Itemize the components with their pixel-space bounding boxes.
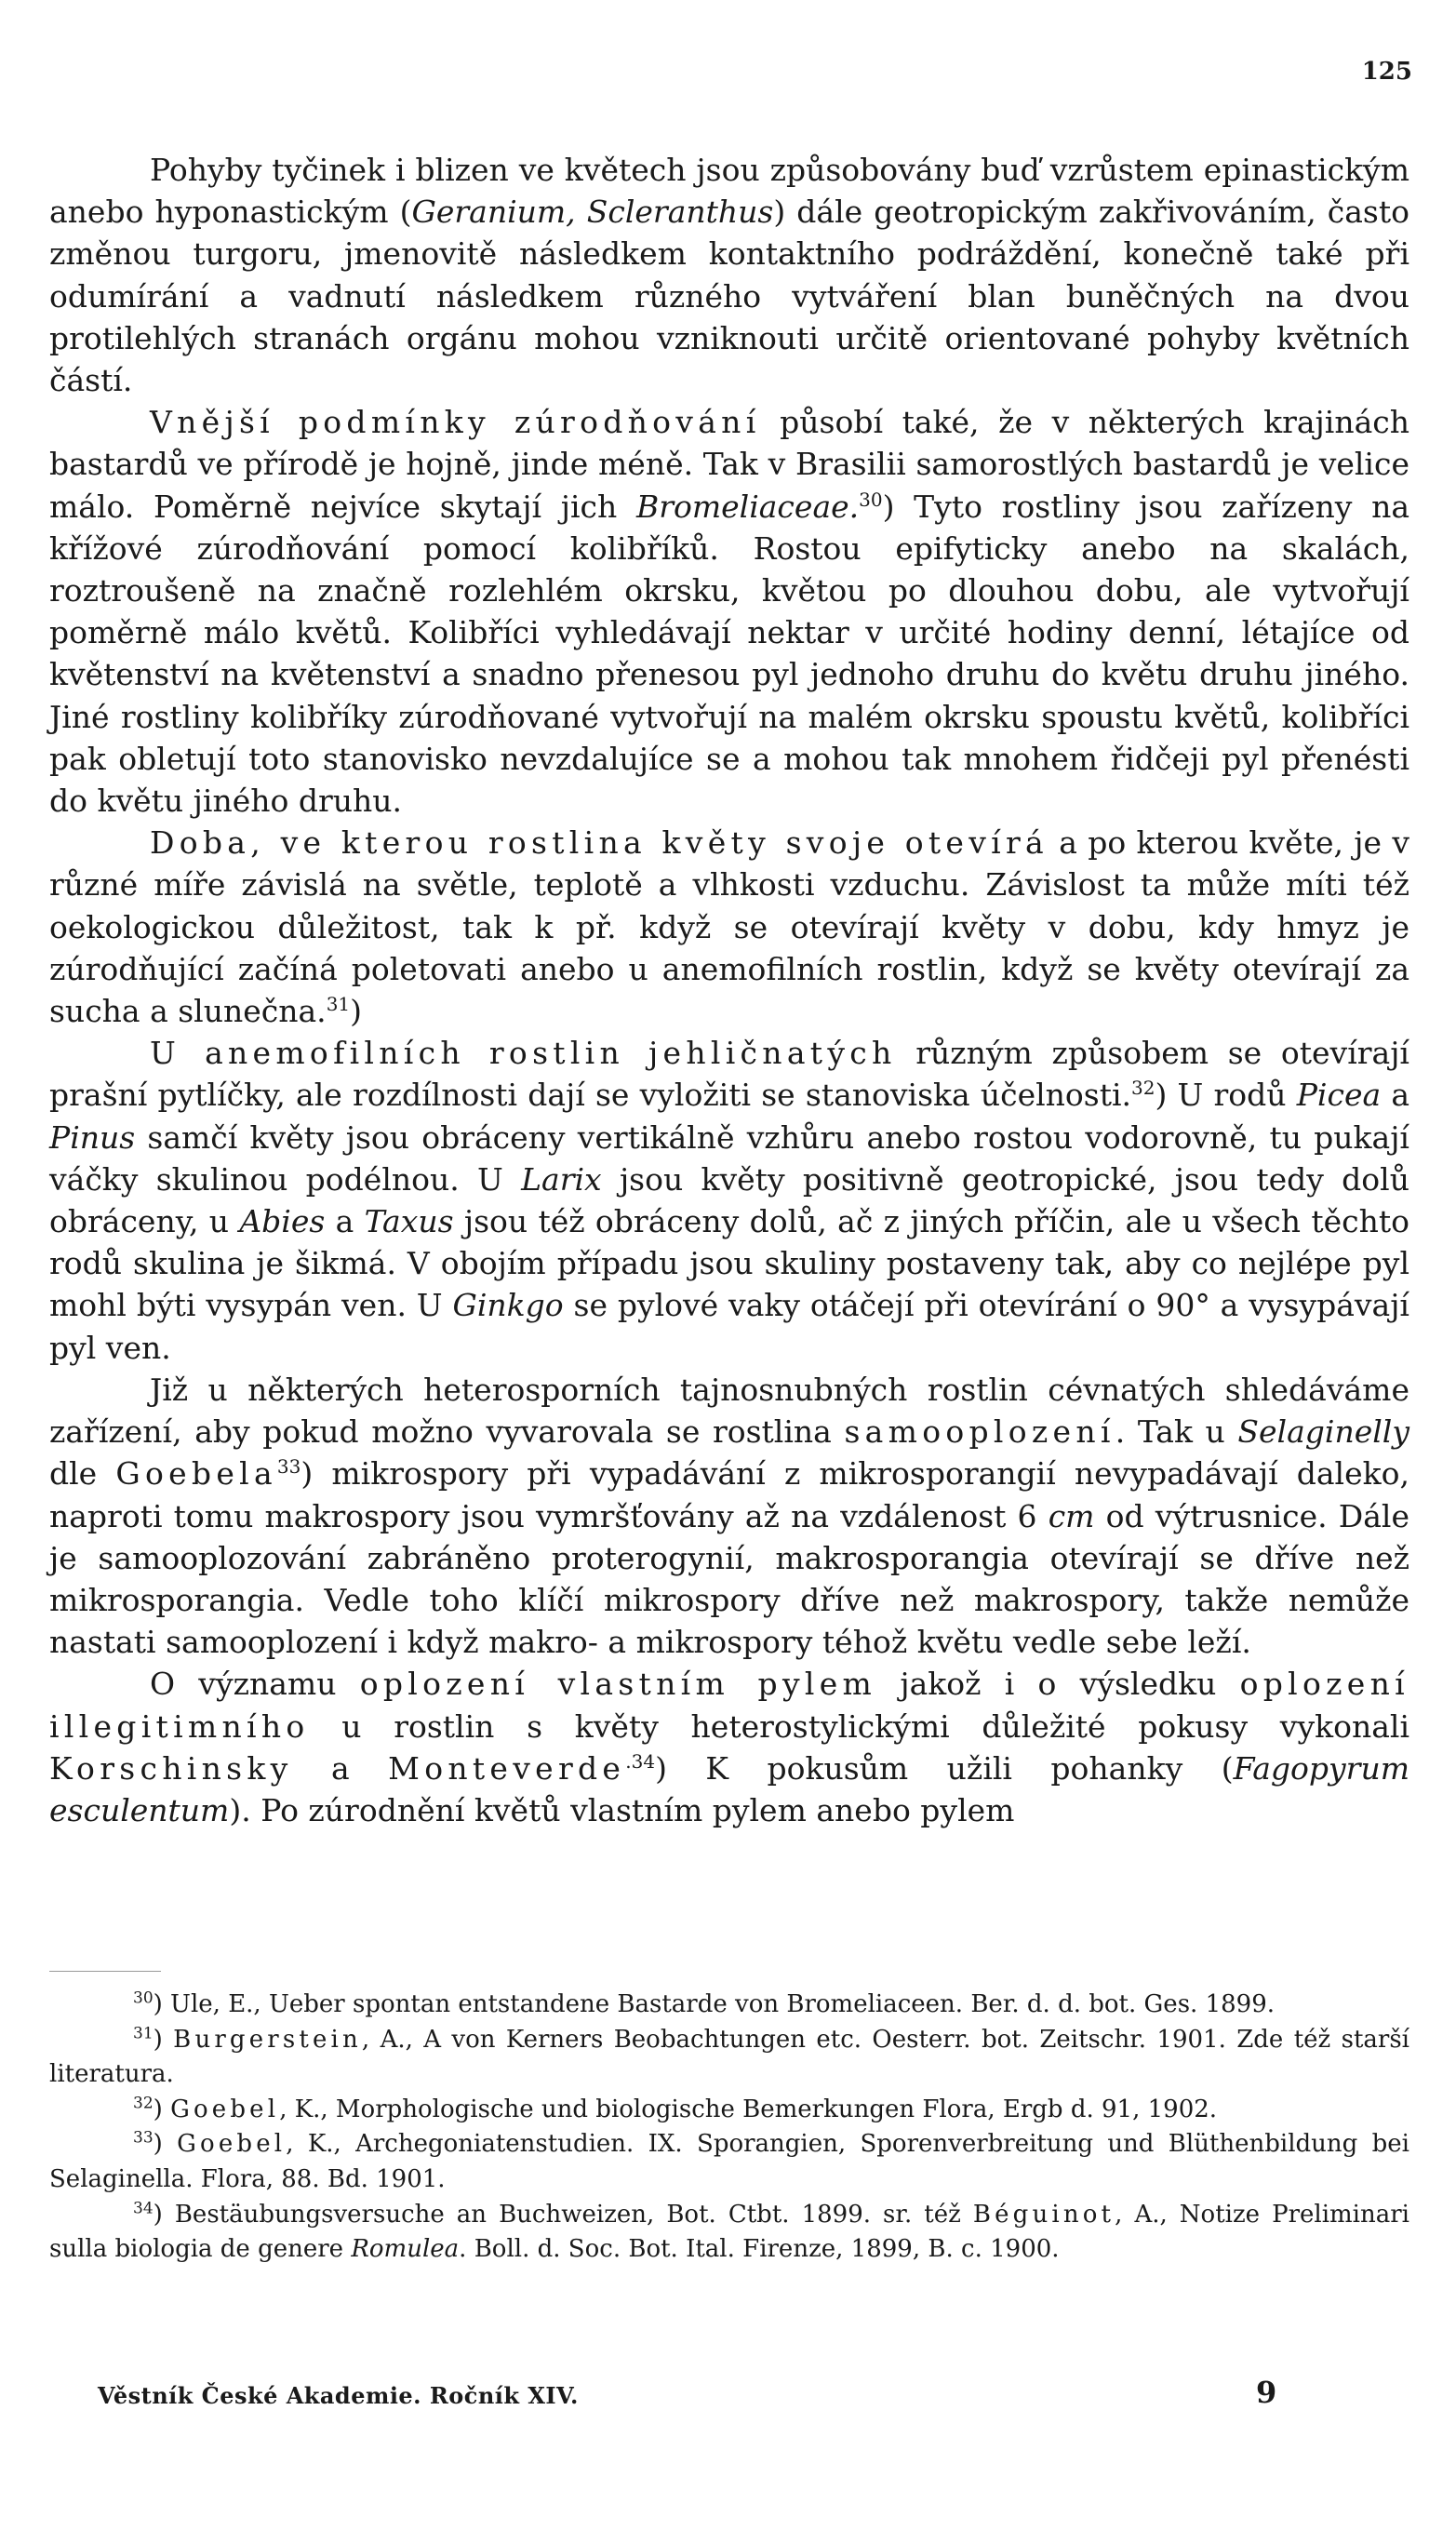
footnote-mark: 34 xyxy=(133,2198,154,2217)
footnotes xyxy=(49,1988,1409,2268)
italic-term: Fagopyrum esculentum xyxy=(49,1749,1409,1828)
text-run: ) xyxy=(153,2095,171,2123)
text-run: ) xyxy=(153,2025,174,2054)
spaced-emphasis: Korschinsky xyxy=(49,1749,293,1787)
text-run: jsou květy positivně geotropické, jsou tedy dolů obráceny, u xyxy=(49,1160,1409,1240)
text-run: ) K pokusům užili pohanky ( xyxy=(655,1749,1234,1787)
journal-line: Věstník České Akademie. Ročník XIV. xyxy=(98,2382,579,2409)
paragraph xyxy=(49,1369,1409,1663)
text-run: . Boll. d. Soc. Bot. Ital. Firenze, 1899, B. c. 1900. xyxy=(459,2235,1060,2264)
text-run: se pylové vaky otáčejí při otevírání o 90° a vysypávají pyl ven. xyxy=(49,1287,1409,1366)
italic-term: Taxus xyxy=(364,1203,454,1240)
spaced-emphasis: Burgerstein xyxy=(173,2025,362,2054)
spaced-emphasis: Goebel xyxy=(170,2095,280,2123)
text-run: různým způsobem se otevírají prašní pytlíčky, ale rozdílnosti dají se vyložiti se stanoviska účelnosti. xyxy=(49,1035,1409,1114)
italic-term: Pinus xyxy=(49,1118,136,1156)
footnote-mark: 33 xyxy=(133,2128,154,2148)
spaced-emphasis: Vnější podmínky zúrodňování xyxy=(150,404,761,441)
footnote-mark: 31 xyxy=(133,2023,154,2042)
text-run: , K., Morphologische und biologische Bemerkungen Flora, Ergb d. 91, 1902. xyxy=(279,2095,1218,2123)
italic-term: Abies xyxy=(239,1203,326,1240)
footnote-mark: 32 xyxy=(133,2094,154,2113)
text-run: ) xyxy=(153,2130,178,2159)
spaced-emphasis: Doba, ve kterou rostlina květy svoje otevírá xyxy=(150,824,1049,862)
text-run: působí také, že v některých krajinách bastardů ve přírodě je hojně, jinde méně. Tak v Brasilii samorostlých bastardů je velice málo. Poměrně nejvíce skytají jich xyxy=(49,404,1409,525)
italic-term: Geranium, Scleranthus xyxy=(411,194,774,231)
signature-mark: 9 xyxy=(1256,2375,1277,2410)
spaced-emphasis: Goebela xyxy=(115,1455,277,1493)
footnote-ref: .34 xyxy=(625,1749,656,1773)
text-run: od výtrusnice. Dále je samooplozování zabráněno proterogynií, makrosporangia otevírají se dříve než mikrosporangia. Vedle toho klíčí mikrospory dříve než makrospory, takže nemůže nastati samooplození i když makro- a mikrospory téhož květu vedle sebe leží. xyxy=(49,1497,1409,1661)
spaced-emphasis: Goebel xyxy=(177,2130,287,2159)
footnote-ref: 30 xyxy=(859,488,883,511)
text-run: ) Ule, E., Ueber spontan entstandene Bastarde von Bromeliaceen. Ber. d. d. bot. Ges. 1899. xyxy=(153,1990,1275,2018)
footnote-ref: 32 xyxy=(1131,1077,1155,1100)
text-run: ) dále geotropickým zakřivováním, často změnou turgoru, jmenovitě následkem kontaktního podráždění, konečně také při odumírání a vadnutí následkem různého vytváření blan buněčných na dvou protilehlých stranách orgánu mohou vzniknouti určitě orientované pohyby květních částí. xyxy=(49,194,1409,399)
italic-term: Selaginelly xyxy=(1237,1413,1409,1451)
text-run: a xyxy=(325,1203,365,1240)
page-number: 125 xyxy=(1361,58,1412,86)
text-run: ) xyxy=(350,993,363,1030)
text-run: ) U rodů xyxy=(1155,1077,1297,1114)
italic-term: Larix xyxy=(521,1160,602,1198)
footnote xyxy=(49,2198,1409,2268)
footnote-mark: 30 xyxy=(133,1988,154,2008)
text-run: jsou též obráceny dolů, ač z jiných příčin, ale u všech těchto rodů skulina je šikmá. V obojím případu jsou skuliny postaveny tak, aby co nejlépe pyl mohl býti vysypán ven. U xyxy=(49,1203,1410,1324)
footnote-ref: 33 xyxy=(276,1455,301,1479)
text-run: a po kterou květe, je v různé míře závislá na světle, teplotě a vlhkosti vzduchu. Závislost ta může míti též oekologickou důležitost, tak k př. když se otevírají květy v dobu, kdy hmyz je zúrodňující začíná poletovati anebo u anemofilních rostlin, když se květy otevírají za sucha a slunečna. xyxy=(49,824,1409,1030)
footnote xyxy=(49,1988,1409,2023)
text-run: . Tak u xyxy=(1115,1413,1238,1451)
paragraph xyxy=(49,149,1409,401)
footnote xyxy=(49,2127,1409,2197)
spaced-emphasis: Monteverde xyxy=(388,1749,626,1787)
text-run: Pohyby tyčinek i blizen ve květech jsou způsobovány buď vzrůstem epinastickým anebo hyponastickým ( xyxy=(49,152,1409,231)
text-run: , A., A von Kerners Beobachtungen etc. Oesterr. bot. Zeitschr. 1901. Zde též starší literatura. xyxy=(49,2025,1409,2089)
spaced-emphasis: samooplození xyxy=(844,1413,1115,1451)
italic-term: cm xyxy=(1048,1497,1095,1534)
footnote-ref: 31 xyxy=(326,993,351,1016)
body-text xyxy=(49,149,1409,1831)
text-run: dle xyxy=(49,1455,116,1493)
footnote-divider xyxy=(49,1971,161,1972)
text-run: ) Bestäubungsversuche an Buchweizen, Bot. Ctbt. 1899. sr. též xyxy=(153,2200,973,2229)
italic-term: Picea xyxy=(1296,1077,1382,1114)
paragraph xyxy=(49,822,1409,1032)
footnote xyxy=(49,2023,1409,2093)
italic-term: Ginkgo xyxy=(452,1287,564,1324)
text-run: u rostlin s květy heterostylickými důležité pokusy vykonali xyxy=(309,1707,1409,1745)
text-run: jakož i o výsledku xyxy=(876,1666,1240,1703)
italic-term: Bromeliaceae. xyxy=(635,488,860,525)
text-run: ) mikrospory při vypadávání z mikrosporangií nevypadávají daleko, naproti tomu makrospory jsou vymršťovány až na vzdálenost 6 xyxy=(49,1455,1409,1534)
paragraph xyxy=(49,401,1409,822)
spaced-emphasis: oplození vlastním pylem xyxy=(359,1666,877,1703)
text-run: samčí květy jsou obráceny vertikálně vzhůru anebo rostou vodorovně, tu pukají váčky skulinou podélnou. U xyxy=(49,1118,1409,1198)
spaced-emphasis: oplození illegitimního xyxy=(49,1666,1409,1745)
paragraph xyxy=(49,1663,1409,1831)
text-run: , K., Archegoniatenstudien. IX. Sporangien, Sporenverbreitung und Blüthenbildung bei Selaginella. Flora, 88. Bd. 1901. xyxy=(49,2130,1409,2193)
paragraph xyxy=(49,1032,1409,1369)
text-run: a xyxy=(292,1749,389,1787)
text-run: , A., Notize Preliminari sulla biologia de genere xyxy=(49,2200,1409,2264)
italic-term: Romulea xyxy=(351,2235,460,2264)
text-run: Již u některých heterosporních tajnosnubných rostlin cévnatých shledáváme zařízení, aby pokud možno vyvarovala se rostlina xyxy=(49,1371,1409,1451)
spaced-emphasis: Béguinot xyxy=(972,2200,1115,2229)
text-run: O významu xyxy=(150,1666,360,1703)
text-run: ) Tyto rostliny jsou zařízeny na křížové zúrodňování pomocí kolibříků. Rostou epifyticky anebo na skalách, roztroušeně na značně rozlehlém okrsku, květou po dlouhou dobu, ale vytvořují poměrně málo květů. Kolibříci vyhledávají nektar v určité hodiny denní, létajíce od květenství na květenství a snadno přenesou pyl jednoho druhu do květu druhu jiného. Jiné rostliny kolibříky zúrodňované vytvořují na malém okrsku spoustu květů, kolibříci pak obletují toto stanovisko nevzdalujíce se a mohou tak mnohem řidčeji pyl přenésti do květu jiného druhu. xyxy=(49,488,1409,820)
text-run: ). Po zúrodnění květů vlastním pylem anebo pylem xyxy=(229,1791,1015,1828)
spaced-emphasis: U anemofilních rostlin jehličnatých xyxy=(150,1035,897,1072)
text-run: a xyxy=(1381,1077,1409,1114)
footnote xyxy=(49,2093,1409,2128)
